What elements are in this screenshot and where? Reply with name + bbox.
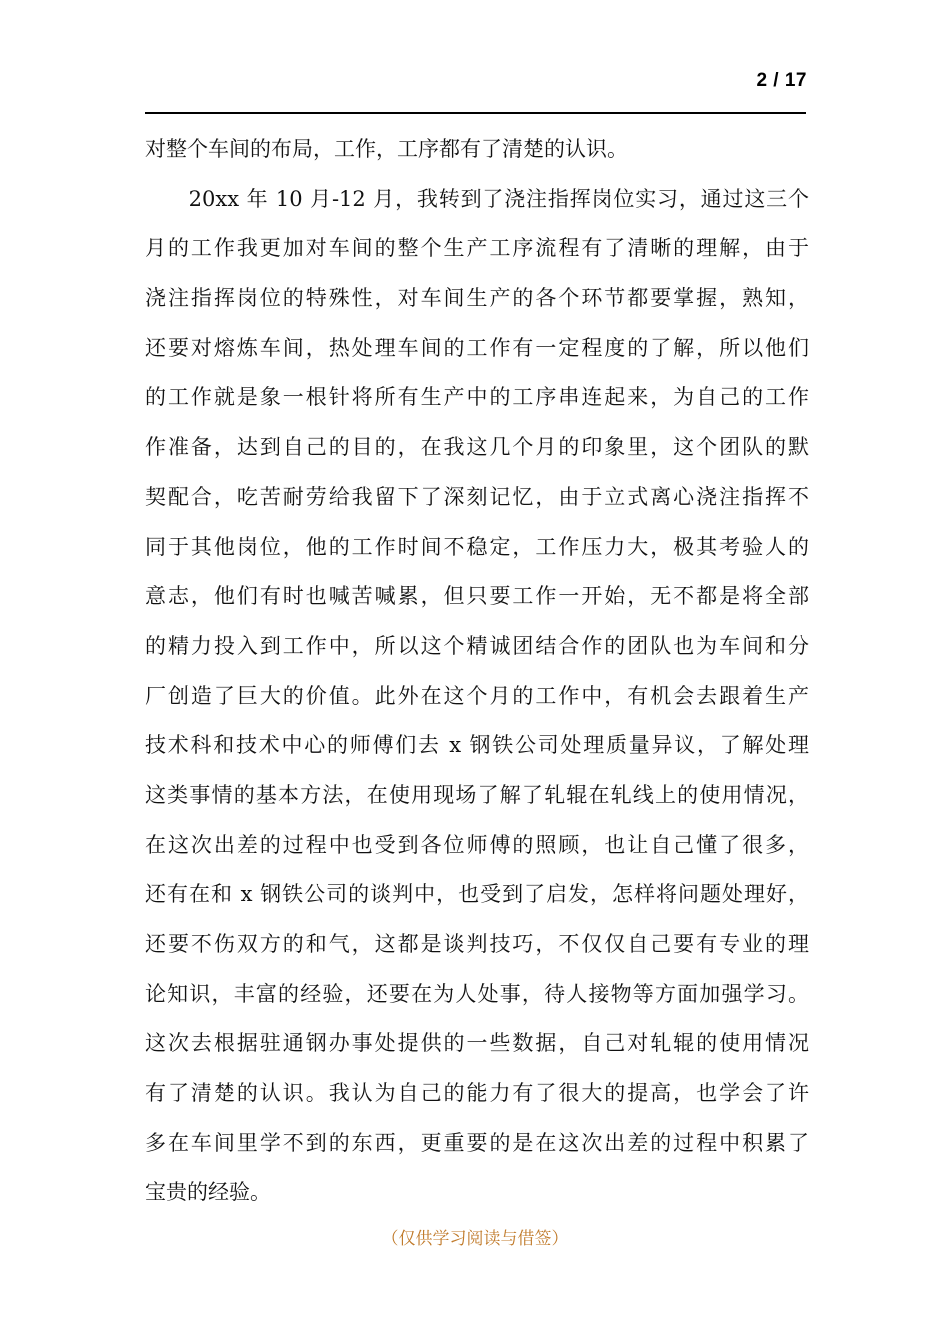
text-line: 有了清楚的认识。我认为自己的能力有了很大的提高，也学会了许 (145, 1081, 809, 1106)
text-line: 在这次出差的过程中也受到各位师傅的照顾，也让自己懂了很多， (145, 832, 809, 857)
text-line: 月的工作我更加对车间的整个生产工序流程有了清晰的理解，由于 (145, 236, 809, 261)
text-line: 同于其他岗位，他的工作时间不稳定，工作压力大，极其考验人的 (145, 534, 809, 559)
text-line: 浇注指挥岗位的特殊性，对车间生产的各个环节都要掌握，熟知， (145, 286, 809, 311)
text-line: 意志，他们有时也喊苦喊累，但只要工作一开始，无不都是将全部 (145, 584, 809, 609)
text-line: 还要对熔炼车间，热处理车间的工作有一定程度的了解，所以他们 (145, 335, 809, 360)
text-line: 的精力投入到工作中，所以这个精诚团结合作的团队也为车间和分 (145, 633, 809, 658)
text-line: 契配合，吃苦耐劳给我留下了深刻记忆，由于立式离心浇注指挥不 (145, 484, 809, 509)
text-line: 还要不伤双方的和气，这都是谈判技巧，不仅仅自己要有专业的理 (145, 932, 809, 956)
text-line: 20xx 年 10 月-12 月，我转到了浇注指挥岗位实习，通过这三个 (145, 186, 809, 211)
text-line: 这类事情的基本方法，在使用现场了解了轧辊在轧线上的使用情况， (145, 782, 809, 807)
text-line: 多在车间里学不到的东西，更重要的是在这次出差的过程中积累了 (145, 1130, 809, 1155)
footer-note: （仅供学习阅读与借签） (381, 1229, 569, 1249)
text-line: 作准备，达到自己的目的，在我这几个月的印象里，这个团队的默 (145, 435, 809, 460)
text-line: 厂创造了巨大的价值。此外在这个月的工作中，有机会去跟着生产 (145, 683, 809, 708)
header-rule (145, 112, 806, 114)
text-line: 论知识，丰富的经验，还要在为人处事，待人接物等方面加强学习。 (145, 981, 809, 1006)
body-text (145, 125, 809, 1218)
text-line: 的工作就是象一根针将所有生产中的工序串连起来，为自己的工作 (145, 385, 809, 410)
text-line: 还有在和 x 钢铁公司的谈判中，也受到了启发，怎样将问题处理好， (145, 882, 809, 907)
text-line: 宝贵的经验。 (145, 1180, 271, 1205)
text-line: 对整个车间的布局，工作，工序都有了清楚的认识。 (145, 137, 628, 161)
text-line: 这次去根据驻通钢办事处提供的一些数据，自己对轧辊的使用情况 (145, 1031, 809, 1056)
text-line: 技术科和技术中心的师傅们去 x 钢铁公司处理质量异议，了解处理 (145, 733, 809, 758)
page-number: 2 / 17 (756, 70, 807, 91)
